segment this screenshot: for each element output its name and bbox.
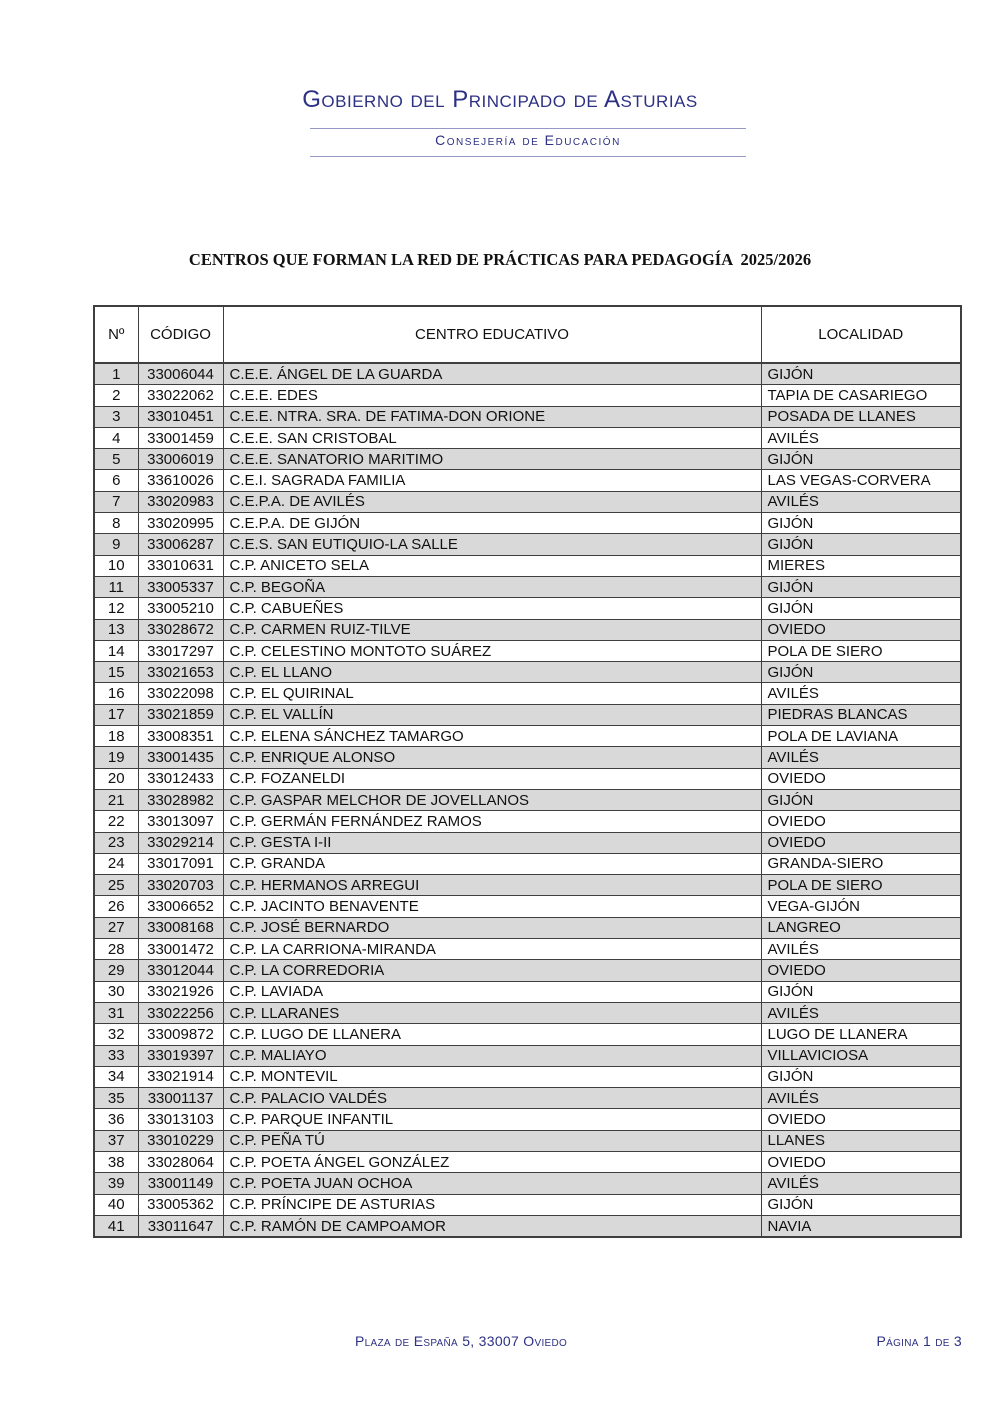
locality: GIJÓN [761,363,961,385]
center-name: C.P. ELENA SÁNCHEZ TAMARGO [223,726,761,747]
row-number: 39 [94,1173,138,1194]
locality: GIJÓN [761,662,961,683]
center-name: C.P. ANICETO SELA [223,555,761,576]
table-row [94,555,961,576]
center-name: C.P. LLARANES [223,1002,761,1023]
table-row [94,534,961,555]
footer-address: Plaza de España 5, 33007 Oviedo [355,1333,568,1349]
center-code: 33010229 [138,1130,223,1151]
row-number: 24 [94,853,138,874]
center-code: 33017091 [138,853,223,874]
table-row [94,789,961,810]
table-row [94,981,961,1002]
center-name: C.P. GERMÁN FERNÁNDEZ RAMOS [223,811,761,832]
center-code: 33028982 [138,789,223,810]
table-row [94,917,961,938]
center-name: C.P. CELESTINO MONTOTO SUÁREZ [223,640,761,661]
row-number: 3 [94,406,138,427]
table-row [94,1066,961,1087]
center-code: 33001472 [138,939,223,960]
row-number: 35 [94,1088,138,1109]
row-number: 20 [94,768,138,789]
locality: MIERES [761,555,961,576]
table-row [94,853,961,874]
center-code: 33610026 [138,470,223,491]
table-row [94,1024,961,1045]
row-number: 21 [94,789,138,810]
locality: GIJÓN [761,449,961,470]
row-number: 30 [94,981,138,1002]
center-code: 33021914 [138,1066,223,1087]
locality: TAPIA DE CASARIEGO [761,385,961,406]
locality: NAVIA [761,1215,961,1237]
row-number: 22 [94,811,138,832]
row-number: 17 [94,704,138,725]
locality: AVILÉS [761,747,961,768]
footer-page-number: Página 1 de 3 [876,1333,962,1349]
row-number: 13 [94,619,138,640]
center-name: C.P. POETA JUAN OCHOA [223,1173,761,1194]
center-name: C.P. ENRIQUE ALONSO [223,747,761,768]
row-number: 27 [94,917,138,938]
row-number: 28 [94,939,138,960]
center-name: C.E.S. SAN EUTIQUIO-LA SALLE [223,534,761,555]
center-name: C.E.I. SAGRADA FAMILIA [223,470,761,491]
locality: OVIEDO [761,811,961,832]
center-code: 33001435 [138,747,223,768]
center-code: 33005362 [138,1194,223,1215]
locality: AVILÉS [761,939,961,960]
locality: LAS VEGAS-CORVERA [761,470,961,491]
row-number: 2 [94,385,138,406]
row-number: 26 [94,896,138,917]
center-code: 33021653 [138,662,223,683]
row-number: 19 [94,747,138,768]
locality: POSADA DE LLANES [761,406,961,427]
table-row [94,683,961,704]
row-number: 6 [94,470,138,491]
column-header-center: CENTRO EDUCATIVO [223,306,761,363]
center-code: 33020995 [138,513,223,534]
locality: PIEDRAS BLANCAS [761,704,961,725]
table-row [94,875,961,896]
row-number: 8 [94,513,138,534]
letterhead-rule-top [310,128,746,129]
table-row [94,406,961,427]
center-name: C.P. LUGO DE LLANERA [223,1024,761,1045]
locality: AVILÉS [761,491,961,512]
centers-table [93,305,962,1238]
table-row [94,768,961,789]
row-number: 14 [94,640,138,661]
center-name: C.P. FOZANELDI [223,768,761,789]
locality: OVIEDO [761,1151,961,1172]
center-code: 33022256 [138,1002,223,1023]
row-number: 9 [94,534,138,555]
center-name: C.P. LA CORREDORIA [223,960,761,981]
center-code: 33006652 [138,896,223,917]
center-name: C.P. GRANDA [223,853,761,874]
center-code: 33020703 [138,875,223,896]
page-title: CENTROS QUE FORMAN LA RED DE PRÁCTICAS PARA PEDAGOGÍA 2025/2026 [188,250,812,269]
table-header-row [94,306,961,363]
center-code: 33013103 [138,1109,223,1130]
table-row [94,1130,961,1151]
center-name: C.P. MALIAYO [223,1045,761,1066]
locality: AVILÉS [761,683,961,704]
center-code: 33019397 [138,1045,223,1066]
row-number: 10 [94,555,138,576]
locality: LUGO DE LLANERA [761,1024,961,1045]
table-row [94,470,961,491]
locality: GIJÓN [761,981,961,1002]
locality: LANGREO [761,917,961,938]
row-number: 34 [94,1066,138,1087]
center-code: 33005337 [138,576,223,597]
government-title: Gobierno del Principado de Asturias [302,86,698,113]
table-row [94,513,961,534]
center-name: C.E.E. EDES [223,385,761,406]
center-name: C.E.P.A. DE GIJÓN [223,513,761,534]
locality: GIJÓN [761,598,961,619]
center-code: 33012044 [138,960,223,981]
center-name: C.P. CABUEÑES [223,598,761,619]
locality: AVILÉS [761,427,961,448]
table-row [94,640,961,661]
row-number: 33 [94,1045,138,1066]
center-code: 33010631 [138,555,223,576]
center-code: 33029214 [138,832,223,853]
table-row [94,960,961,981]
table-row [94,1215,961,1237]
column-header-code: CÓDIGO [138,306,223,363]
table-row [94,385,961,406]
locality: OVIEDO [761,1109,961,1130]
table-body [94,363,961,1237]
center-name: C.P. PALACIO VALDÉS [223,1088,761,1109]
row-number: 31 [94,1002,138,1023]
center-name: C.E.E. SAN CRISTOBAL [223,427,761,448]
row-number: 11 [94,576,138,597]
table-row [94,726,961,747]
center-code: 33006044 [138,363,223,385]
center-name: C.E.E. ÁNGEL DE LA GUARDA [223,363,761,385]
center-name: C.E.E. NTRA. SRA. DE FATIMA-DON ORIONE [223,406,761,427]
center-code: 33006287 [138,534,223,555]
row-number: 37 [94,1130,138,1151]
locality: POLA DE SIERO [761,640,961,661]
locality: OVIEDO [761,768,961,789]
center-name: C.P. JACINTO BENAVENTE [223,896,761,917]
center-code: 33022098 [138,683,223,704]
locality: AVILÉS [761,1088,961,1109]
center-code: 33001137 [138,1088,223,1109]
center-code: 33005210 [138,598,223,619]
table-row [94,576,961,597]
center-code: 33006019 [138,449,223,470]
locality: AVILÉS [761,1173,961,1194]
table-row [94,619,961,640]
table-row [94,1045,961,1066]
locality: GRANDA-SIERO [761,853,961,874]
center-code: 33008351 [138,726,223,747]
center-code: 33021926 [138,981,223,1002]
locality: OVIEDO [761,832,961,853]
center-code: 33010451 [138,406,223,427]
table-row [94,832,961,853]
locality: GIJÓN [761,534,961,555]
table-row [94,747,961,768]
locality: AVILÉS [761,1002,961,1023]
row-number: 40 [94,1194,138,1215]
column-header-locality: LOCALIDAD [761,306,961,363]
row-number: 4 [94,427,138,448]
center-name: C.E.P.A. DE AVILÉS [223,491,761,512]
center-name: C.P. CARMEN RUIZ-TILVE [223,619,761,640]
center-code: 33009872 [138,1024,223,1045]
center-code: 33028064 [138,1151,223,1172]
locality: OVIEDO [761,960,961,981]
center-code: 33008168 [138,917,223,938]
department-title: Consejería de Educación [435,132,621,148]
row-number: 16 [94,683,138,704]
row-number: 12 [94,598,138,619]
center-name: C.P. RAMÓN DE CAMPOAMOR [223,1215,761,1237]
row-number: 1 [94,363,138,385]
locality: VEGA-GIJÓN [761,896,961,917]
table-row [94,1151,961,1172]
locality: POLA DE LAVIANA [761,726,961,747]
center-name: C.P. PARQUE INFANTIL [223,1109,761,1130]
locality: LLANES [761,1130,961,1151]
center-code: 33017297 [138,640,223,661]
center-code: 33011647 [138,1215,223,1237]
center-name: C.P. JOSÉ BERNARDO [223,917,761,938]
locality: GIJÓN [761,1066,961,1087]
table-row [94,939,961,960]
row-number: 23 [94,832,138,853]
table-row [94,1194,961,1215]
center-name: C.P. MONTEVIL [223,1066,761,1087]
locality: GIJÓN [761,1194,961,1215]
center-name: C.P. POETA ÁNGEL GONZÁLEZ [223,1151,761,1172]
table-row [94,811,961,832]
center-name: C.P. LAVIADA [223,981,761,1002]
locality: VILLAVICIOSA [761,1045,961,1066]
column-header-number: Nº [94,306,138,363]
table-row [94,363,961,385]
table-row [94,1088,961,1109]
center-name: C.P. PRÍNCIPE DE ASTURIAS [223,1194,761,1215]
letterhead-rule-bottom [310,156,746,157]
center-code: 33021859 [138,704,223,725]
row-number: 38 [94,1151,138,1172]
table-row [94,491,961,512]
center-name: C.P. EL QUIRINAL [223,683,761,704]
row-number: 36 [94,1109,138,1130]
table-row [94,1109,961,1130]
table-row [94,427,961,448]
row-number: 41 [94,1215,138,1237]
locality: POLA DE SIERO [761,875,961,896]
center-name: C.P. HERMANOS ARREGUI [223,875,761,896]
center-name: C.P. LA CARRIONA-MIRANDA [223,939,761,960]
center-code: 33001149 [138,1173,223,1194]
table-row [94,896,961,917]
table-row [94,598,961,619]
locality: GIJÓN [761,513,961,534]
table-row [94,704,961,725]
table-row [94,449,961,470]
locality: GIJÓN [761,576,961,597]
row-number: 15 [94,662,138,683]
center-code: 33013097 [138,811,223,832]
center-name: C.P. GASPAR MELCHOR DE JOVELLANOS [223,789,761,810]
center-code: 33028672 [138,619,223,640]
locality: GIJÓN [761,789,961,810]
row-number: 7 [94,491,138,512]
table-row [94,1002,961,1023]
locality: OVIEDO [761,619,961,640]
row-number: 25 [94,875,138,896]
center-name: C.P. GESTA I-II [223,832,761,853]
center-name: C.P. PEÑA TÚ [223,1130,761,1151]
row-number: 18 [94,726,138,747]
row-number: 32 [94,1024,138,1045]
center-code: 33020983 [138,491,223,512]
center-name: C.E.E. SANATORIO MARITIMO [223,449,761,470]
table-row [94,1173,961,1194]
table-row [94,662,961,683]
center-code: 33012433 [138,768,223,789]
row-number: 5 [94,449,138,470]
center-name: C.P. EL LLANO [223,662,761,683]
center-name: C.P. EL VALLÍN [223,704,761,725]
row-number: 29 [94,960,138,981]
center-code: 33001459 [138,427,223,448]
center-name: C.P. BEGOÑA [223,576,761,597]
center-code: 33022062 [138,385,223,406]
